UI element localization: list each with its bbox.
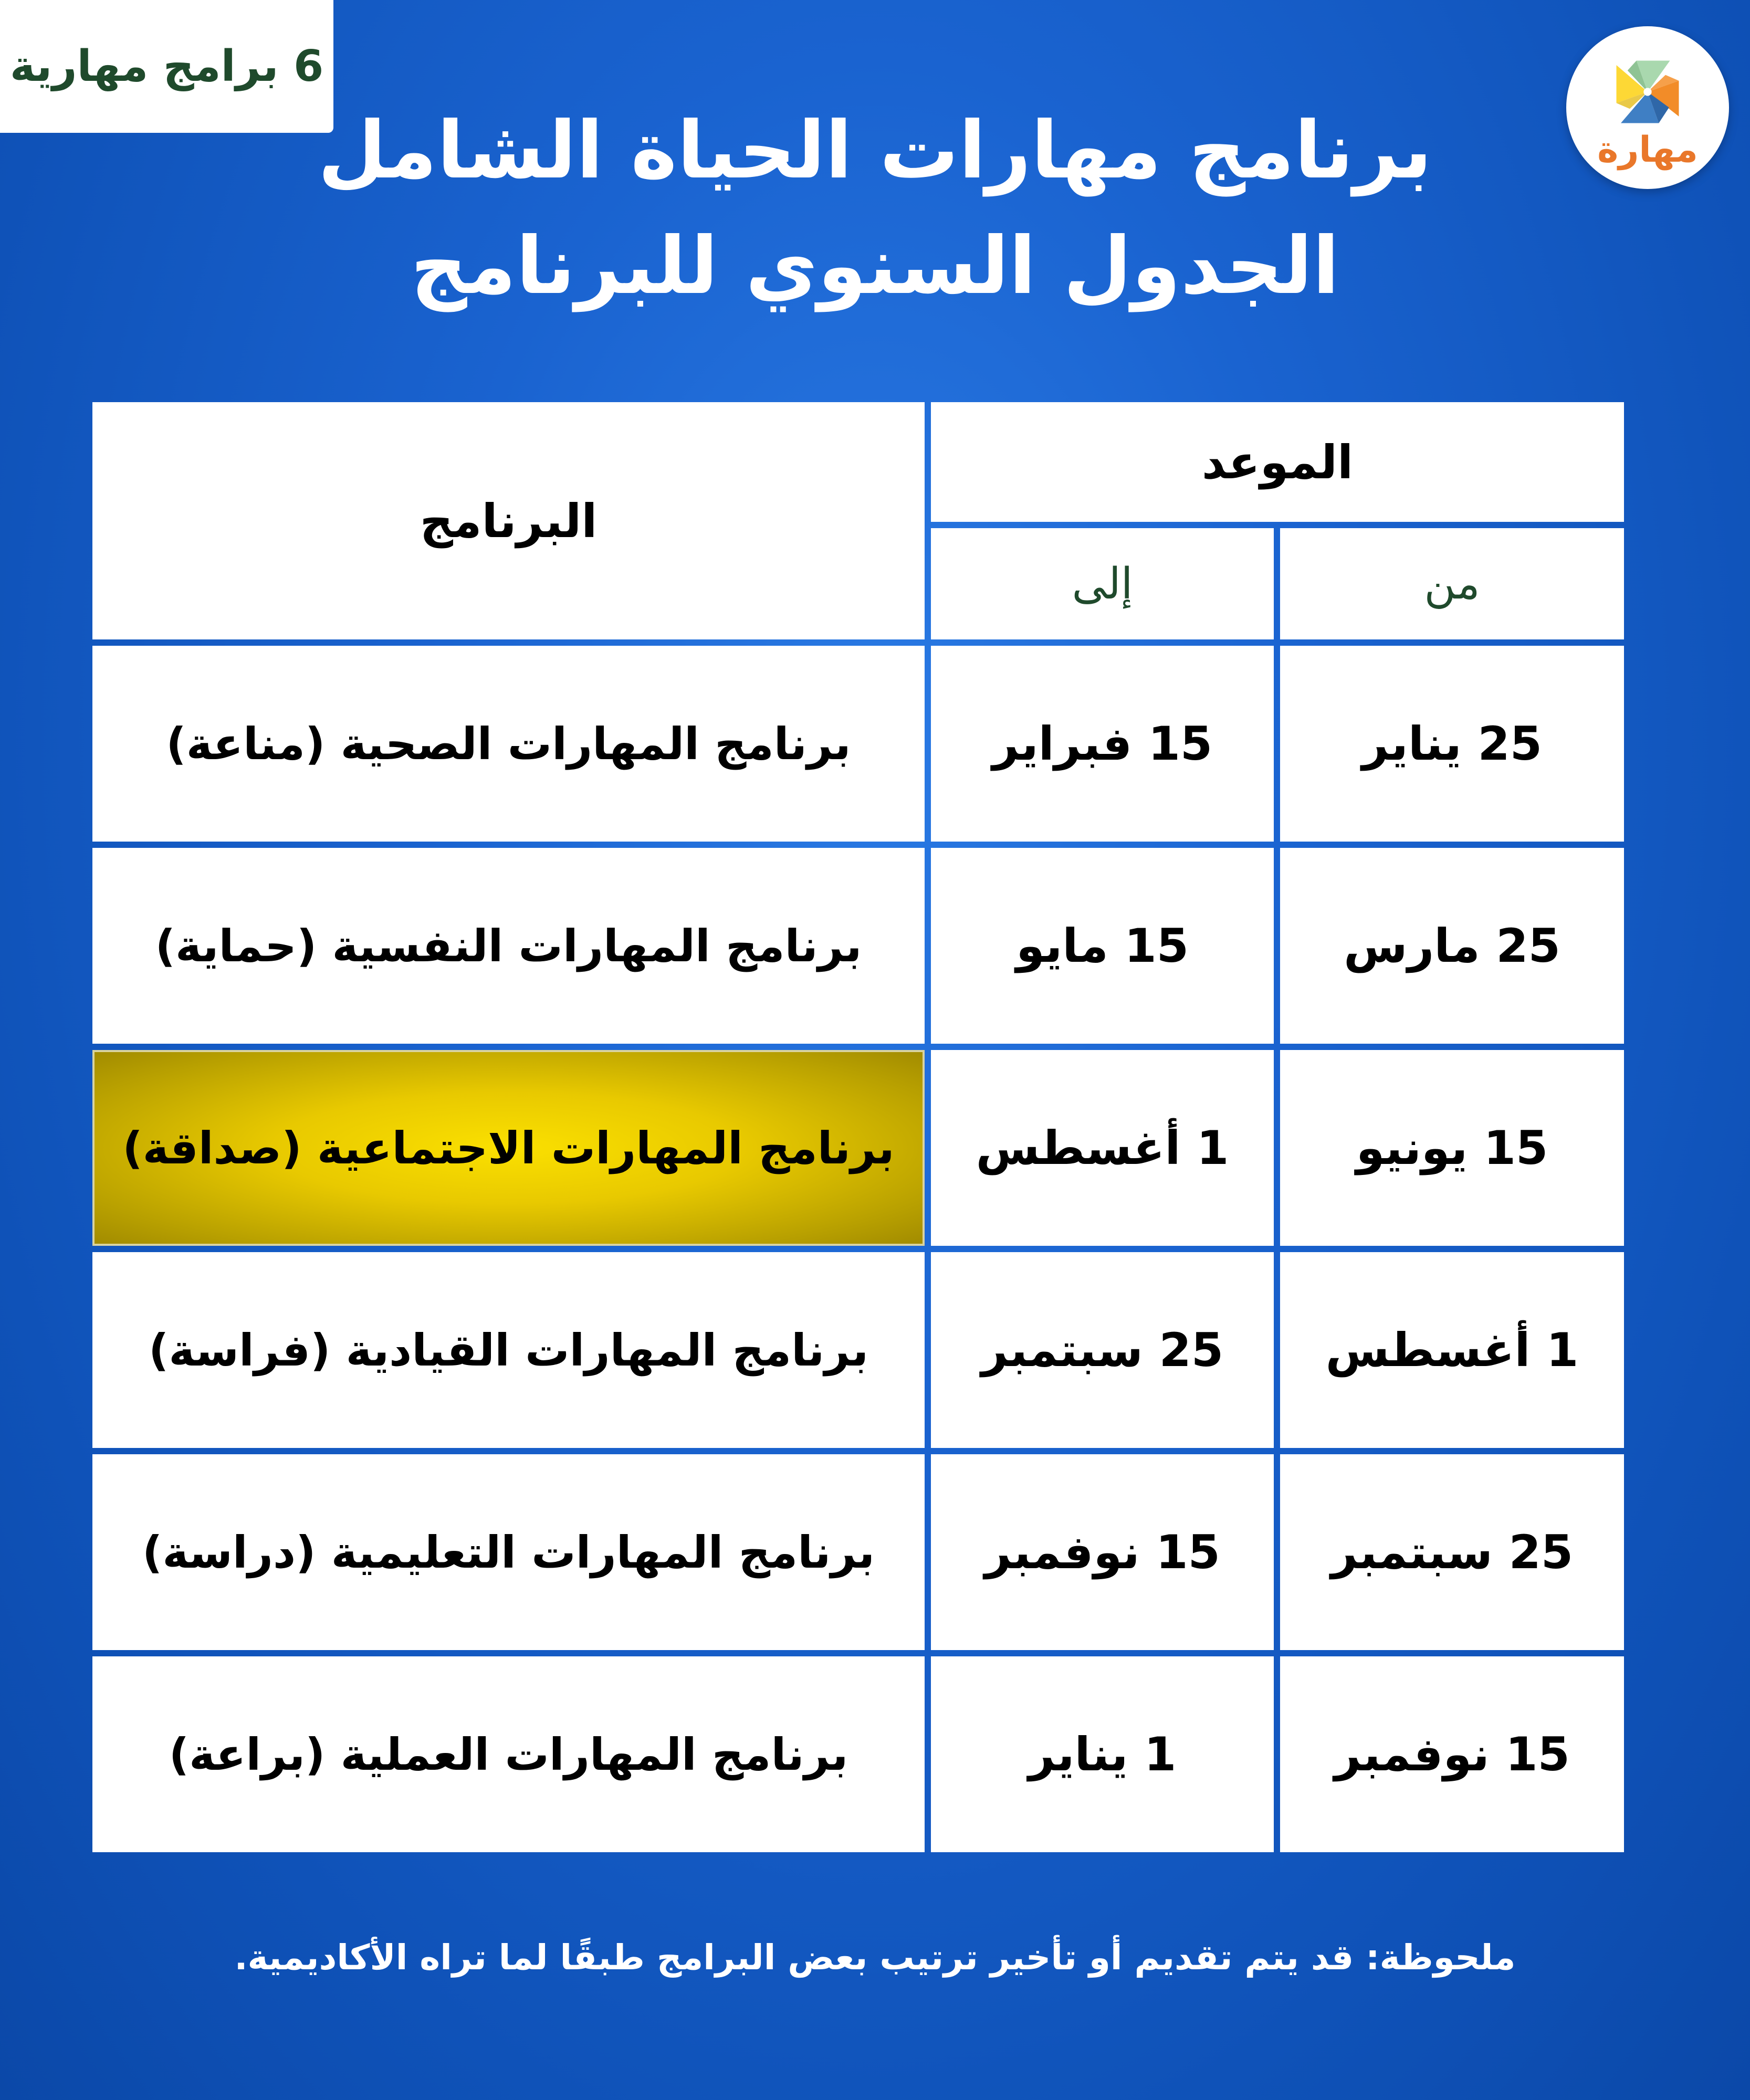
column-header-from: [1280, 528, 1624, 639]
table-row-4-to: [931, 1252, 1274, 1448]
table-row-4-from: [1280, 1252, 1624, 1448]
table-row-1-to: [931, 646, 1274, 842]
schedule-table: [90, 400, 1627, 1855]
table-row-2-to: [931, 848, 1274, 1044]
end-date: 15 مايو: [1016, 919, 1189, 973]
table-row-6-to: [931, 1656, 1274, 1852]
table-row-2-program: [92, 848, 925, 1044]
table-row-1-program: [92, 646, 925, 842]
end-date: 1 يناير: [1028, 1727, 1177, 1781]
column-header-program: [92, 402, 925, 639]
start-date: 1 أغسطس: [1325, 1323, 1579, 1377]
program-name: برنامج المهارات التعليمية (دراسة): [142, 1526, 875, 1578]
start-date: 15 يونيو: [1356, 1121, 1548, 1175]
program-name: برنامج المهارات الصحية (مناعة): [166, 718, 851, 770]
program-name: برنامج المهارات القيادية (فراسة): [149, 1324, 868, 1376]
footnote: ملحوظة: قد يتم تقديم أو تأخير ترتيب بعض البرامج طبقًا لما تراه الأكاديمية.: [234, 1937, 1516, 1978]
start-date: 25 سبتمبر: [1330, 1525, 1574, 1579]
table-row-3-to: [931, 1050, 1274, 1246]
table-row-5-program: [92, 1454, 925, 1650]
start-date: 25 يناير: [1362, 717, 1542, 771]
table-row-4-program: [92, 1252, 925, 1448]
column-header-date-label: الموعد: [1201, 435, 1354, 489]
table-row-2-from: [1280, 848, 1624, 1044]
end-date: 25 سبتمبر: [981, 1323, 1224, 1377]
program-name: برنامج المهارات الاجتماعية (صداقة): [122, 1122, 895, 1174]
table-row-5-from: [1280, 1454, 1624, 1650]
program-name: برنامج المهارات العملية (براعة): [169, 1728, 848, 1780]
column-header-to-label: إلى: [1072, 559, 1133, 609]
program-name: برنامج المهارات النفسية (حماية): [155, 920, 862, 972]
start-date: 25 مارس: [1344, 919, 1560, 973]
column-header-date: [931, 402, 1624, 522]
end-date: 15 فبراير: [992, 717, 1213, 771]
table-row-6-from: [1280, 1656, 1624, 1852]
start-date: 15 نوفمبر: [1334, 1727, 1570, 1781]
page-title: برنامج مهارات الحياة الشامل: [318, 105, 1432, 196]
end-date: 15 نوفمبر: [984, 1525, 1220, 1579]
column-header-from-label: من: [1424, 559, 1480, 609]
logo-text: مهارة: [1597, 129, 1698, 171]
table-row-1-from: [1280, 646, 1624, 842]
end-date: 1 أغسطس: [976, 1121, 1229, 1175]
table-row-3-from: [1280, 1050, 1624, 1246]
table-row-5-to: [931, 1454, 1274, 1650]
column-header-to: [931, 528, 1274, 639]
table-row-6-program: [92, 1656, 925, 1852]
page-subtitle: الجدول السنوي للبرنامج: [410, 220, 1340, 312]
table-row-3-program: [92, 1050, 925, 1246]
column-header-program-label: البرنامج: [420, 494, 598, 548]
programs-count-label: 6 برامج مهارية: [9, 41, 324, 91]
